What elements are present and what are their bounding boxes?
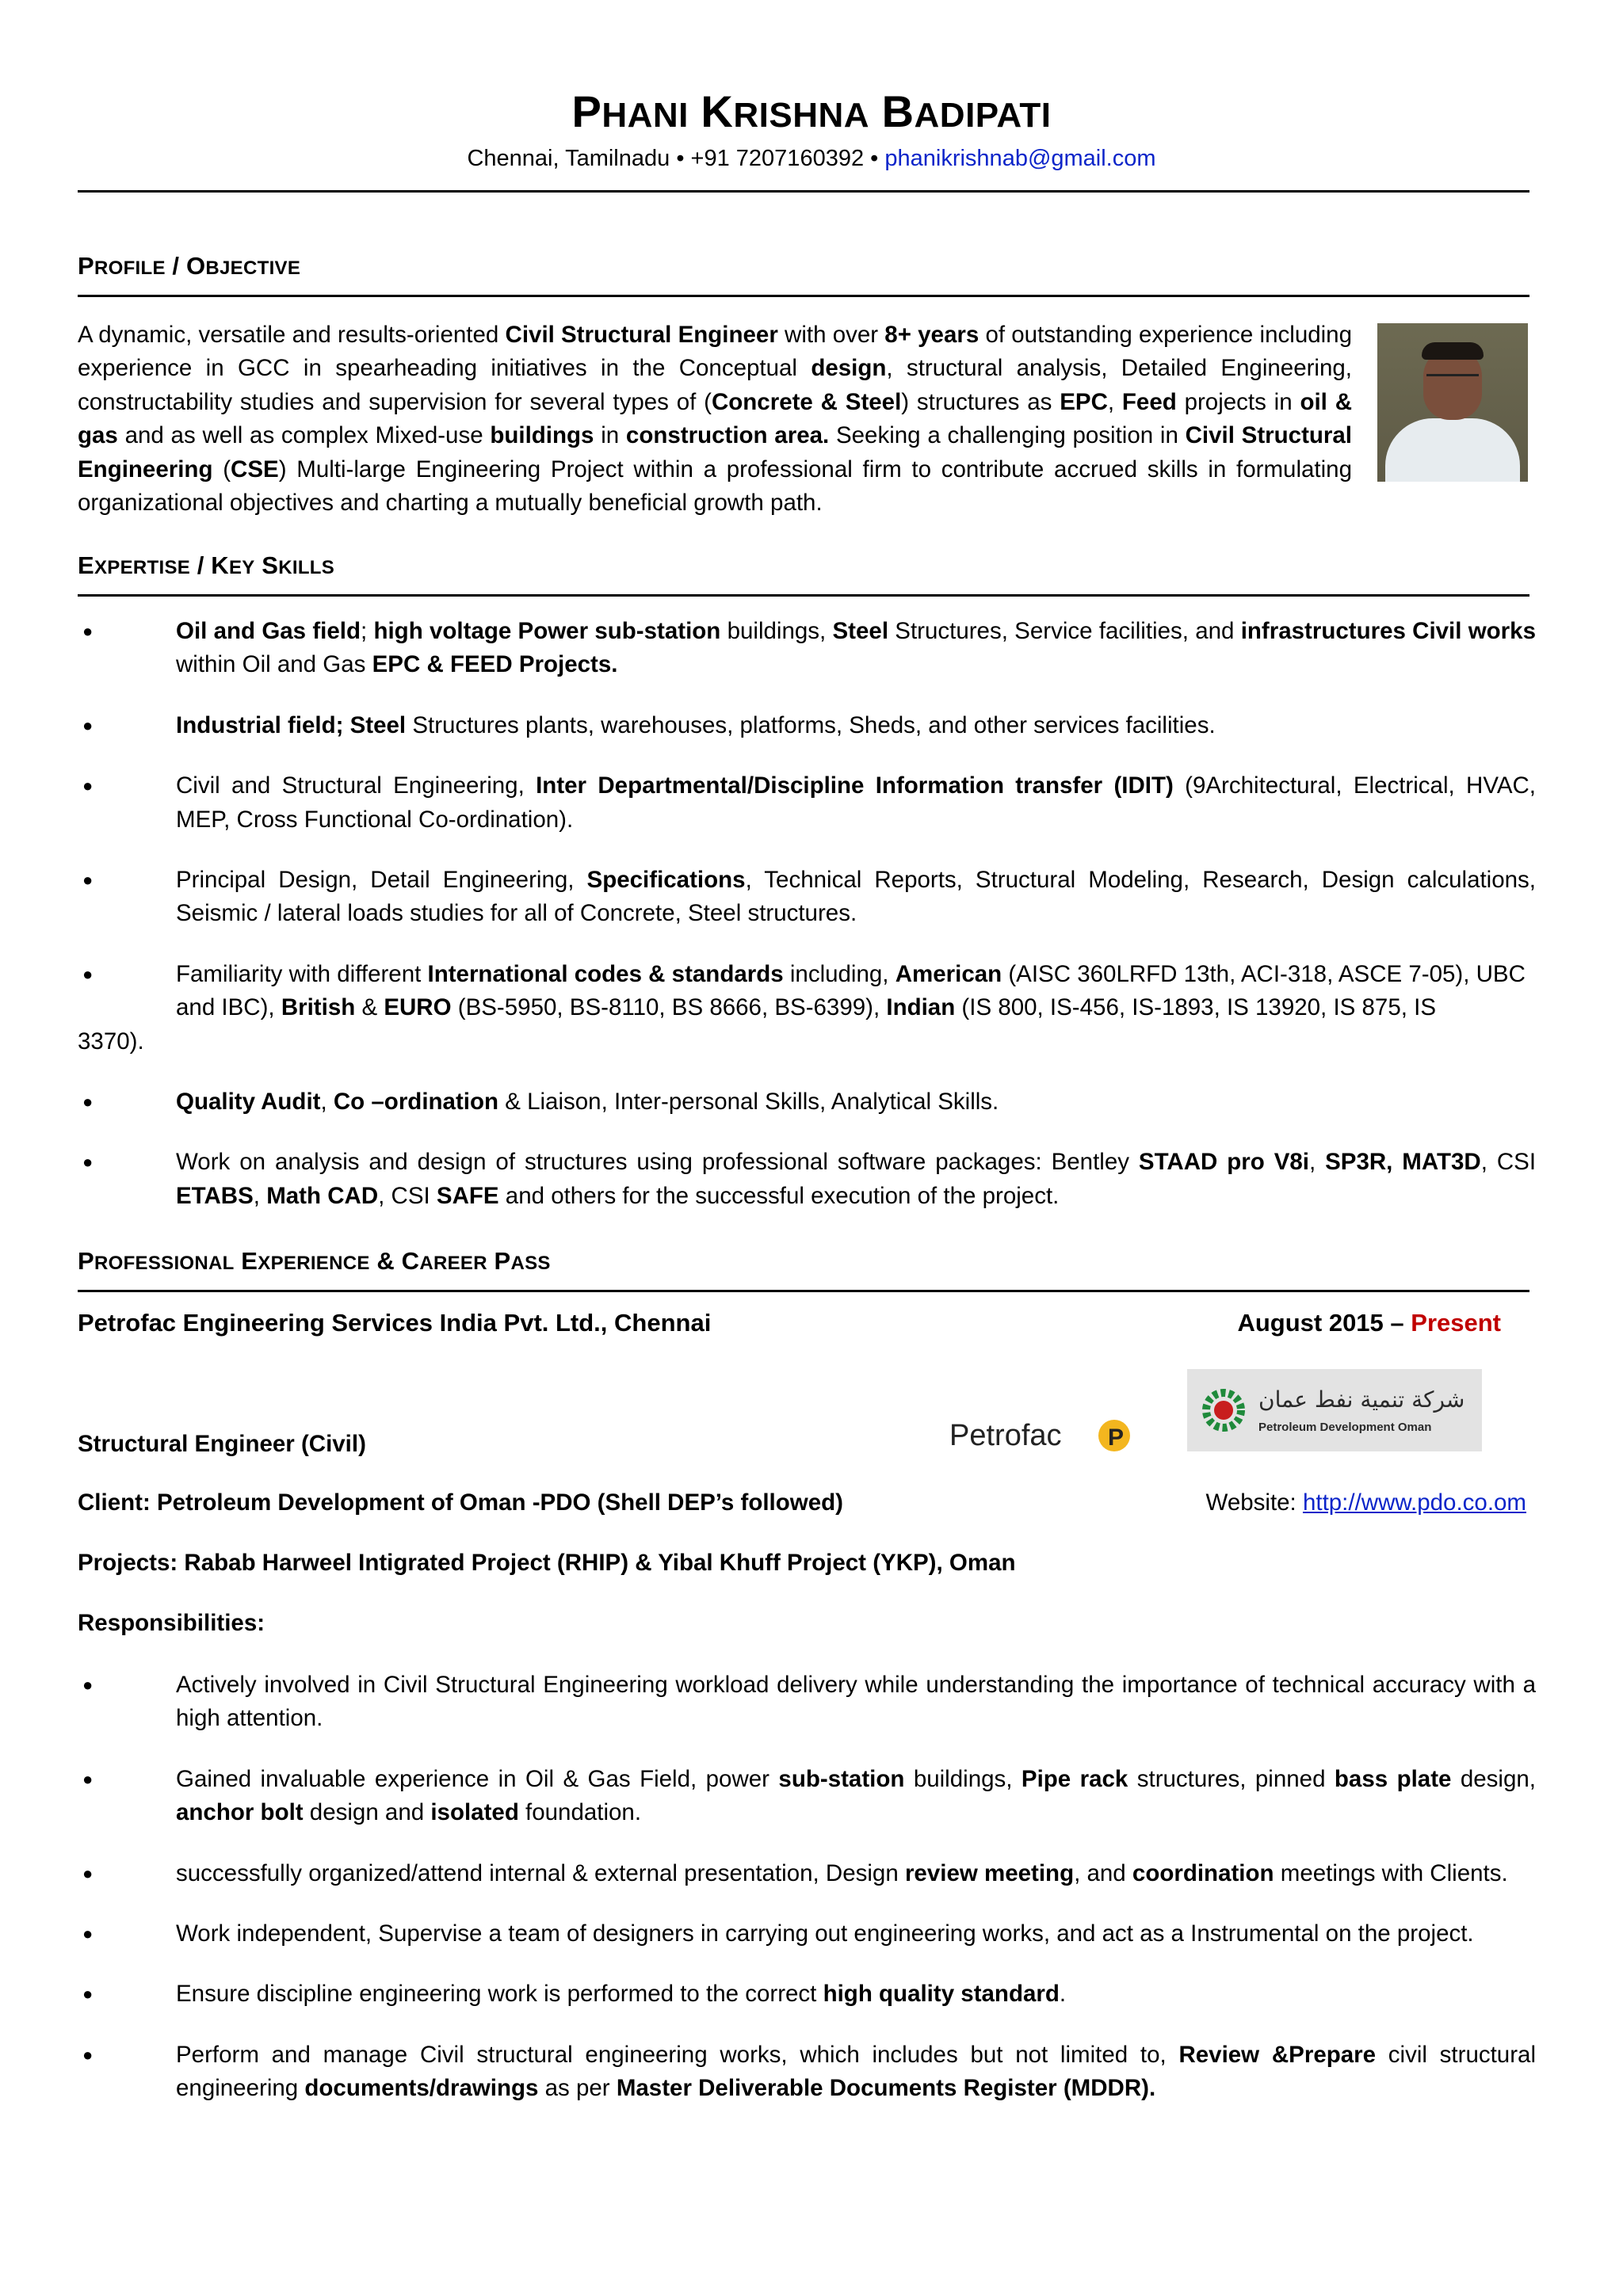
responsibility-item — [78, 1917, 1536, 1951]
responsibility-text: Work independent, Supervise a team of designers in carrying out engineering works, and act as a Instrumental on the project. — [176, 1920, 1474, 1947]
responsibility-item — [78, 2039, 1536, 2106]
job-role: Structural Engineer (Civil) — [78, 1431, 366, 1457]
responsibility-text: Actively involved in Civil Structural Engineering workload delivery while understanding the importance of technical accuracy with a high attention. — [176, 1672, 1536, 1732]
expertise-text: Oil and Gas field; high voltage Power sub-station buildings, Steel Structures, Service facilities, and infrastructures Civil works within Oil and Gas EPC & FEED Projects. — [176, 618, 1536, 678]
expertise-text: Quality Audit, Co –ordination & Liaison, Inter-personal Skills, Analytical Skills. — [176, 1089, 999, 1116]
section-heading-expertise — [78, 551, 334, 580]
website-line — [1206, 1489, 1526, 1516]
bullet-icon: ● — [82, 715, 94, 735]
date-start: August 2015 – — [1237, 1309, 1411, 1337]
employment-dates — [1237, 1309, 1501, 1337]
date-present: Present — [1411, 1309, 1501, 1337]
profile-photo — [1377, 323, 1528, 482]
candidate-name — [0, 86, 1623, 137]
bullet-icon: ● — [82, 2044, 94, 2065]
bullet-icon: ● — [82, 1092, 94, 1112]
projects-line: Projects: Rabab Harweel Intigrated Project (RHIP) & Yibal Khuff Project (YKP), Oman — [78, 1550, 1016, 1576]
responsibility-item — [78, 1978, 1536, 2011]
section-heading-experience — [78, 1247, 551, 1276]
section-heading-profile — [78, 252, 300, 280]
bullet-icon: ● — [82, 1863, 94, 1883]
header-divider — [78, 190, 1529, 193]
expertise-item — [78, 615, 1536, 682]
section-heading-text: PROFILE / OBJECTIVE — [78, 252, 301, 280]
expertise-item — [78, 1085, 1536, 1119]
bullet-icon: ● — [82, 1924, 94, 1944]
expertise-text: Principal Design, Detail Engineering, Specifications, Technical Reports, Structural Modeling, Research, Design calculations, Seismic / lateral loads studies for all of Concrete, Steel structures. — [176, 867, 1536, 927]
profile-paragraph: A dynamic, versatile and results-oriented Civil Structural Engineer with over 8+ years of outstanding experience including experience in GCC in spearheading initiatives in the Conceptual design, structural analysis, Detailed Engineering, constructability studies and supervision for several types of (Concrete & Steel) structures as EPC, Feed projects in oil & gas and as well as complex Mixed-use buildings in construction area. Seeking a challenging position in Civil Structural Engineering (CSE) Multi-large Engineering Project within a professional firm to contribute accrued skills in formulating organizational objectives and charting a mutually beneficial growth path. — [78, 322, 1353, 517]
bullet-icon: ● — [82, 870, 94, 891]
pdo-logo — [1187, 1369, 1482, 1451]
bullet-separator: • — [870, 146, 879, 171]
petrofac-logo — [949, 1410, 1132, 1461]
bullet-icon: ● — [82, 1675, 94, 1695]
expertise-item — [78, 958, 1536, 1058]
expertise-list — [78, 615, 1536, 1240]
expertise-text: Civil and Structural Engineering, Inter Departmental/Discipline Information transfer (IDIT) (9Architectural, Electrical, HVAC, MEP, Cross Functional Co-ordination). — [176, 772, 1536, 833]
section-divider — [78, 1290, 1529, 1292]
client-line: Client: Petroleum Development of Oman -PDO (Shell DEP’s followed) — [78, 1489, 843, 1516]
section-heading-text: EXPERTISE / KEY SKILLS — [78, 551, 335, 579]
responsibility-text: Perform and manage Civil structural engineering works, which includes but not limited to, Review &Prepare civil structural engineering documents/drawings as per Master Deliverable Documents Register (MDDR). — [176, 2041, 1536, 2102]
responsibility-item — [78, 1857, 1536, 1890]
bullet-icon: ● — [82, 1152, 94, 1173]
bullet-icon: ● — [82, 776, 94, 796]
responsibilities-list — [78, 1669, 1536, 2133]
expertise-item — [78, 1146, 1536, 1213]
bullet-icon: ● — [82, 1768, 94, 1789]
responsibility-item — [78, 1669, 1536, 1736]
bullet-icon: ● — [82, 621, 94, 641]
name-smallcaps: PHANI KRISHNA BADIPATI — [571, 86, 1052, 136]
responsibilities-label: Responsibilities: — [78, 1610, 265, 1636]
responsibility-item — [78, 1763, 1536, 1830]
contact-line — [0, 146, 1623, 172]
phone: +91 7207160392 — [690, 146, 865, 171]
responsibility-text: Ensure discipline engineering work is performed to the correct high quality standard. — [176, 1981, 1067, 2008]
expertise-text-continuation: 3370). — [78, 1028, 144, 1055]
pdo-logo-english: Petroleum Development Oman — [1258, 1421, 1432, 1434]
section-divider — [78, 594, 1529, 597]
expertise-text: Industrial field; Steel Structures plants, warehouses, platforms, Sheds, and other services facilities. — [176, 711, 1216, 738]
expertise-text: Work on analysis and design of structures using professional software packages: Bentley STAAD pro V8i, SP3R, MAT3D, CSI ETABS, Math CAD, CSI SAFE and others for the successful execution of the project. — [176, 1149, 1537, 1209]
company-name: Petrofac Engineering Services India Pvt. Ltd., Chennai — [78, 1309, 712, 1337]
email-link[interactable]: phanikrishnab@gmail.com — [884, 146, 1156, 171]
responsibility-text: successfully organized/attend internal & external presentation, Design review meeting, and coordination meetings with Clients. — [176, 1859, 1508, 1886]
expertise-item — [78, 769, 1536, 837]
petrofac-logo-text: Petrofac — [949, 1419, 1062, 1452]
section-heading-text: PROFESSIONAL EXPERIENCE & CAREER PASS — [78, 1247, 551, 1275]
section-divider — [78, 295, 1529, 297]
website-link[interactable]: http://www.pdo.co.om — [1302, 1489, 1526, 1516]
pdo-logo-arabic: شركة تنمية نفط عمان — [1258, 1386, 1465, 1413]
expertise-item — [78, 864, 1536, 931]
location: Chennai, Tamilnadu — [467, 146, 670, 171]
bullet-icon: ● — [82, 963, 94, 984]
expertise-item — [78, 709, 1536, 742]
bullet-separator: • — [676, 146, 685, 171]
svg-text:P: P — [1108, 1425, 1125, 1451]
bullet-icon: ● — [82, 1984, 94, 2004]
expertise-text: Familiarity with different International codes & standards including, American (AISC 360LRFD 13th, ACI-318, ASCE 7-05), UBC and IBC), British & EURO (BS-5950, BS-8110, BS 8666, BS-6399), Indian (IS 800, IS-456, IS-1893, IS 13920, IS 875, IS — [176, 960, 1526, 1021]
responsibility-text: Gained invaluable experience in Oil & Gas Field, power sub-station buildings, Pipe rack structures, pinned bass plate design, anchor bolt design and isolated foundation. — [176, 1765, 1536, 1826]
website-label: Website: — [1205, 1489, 1303, 1516]
